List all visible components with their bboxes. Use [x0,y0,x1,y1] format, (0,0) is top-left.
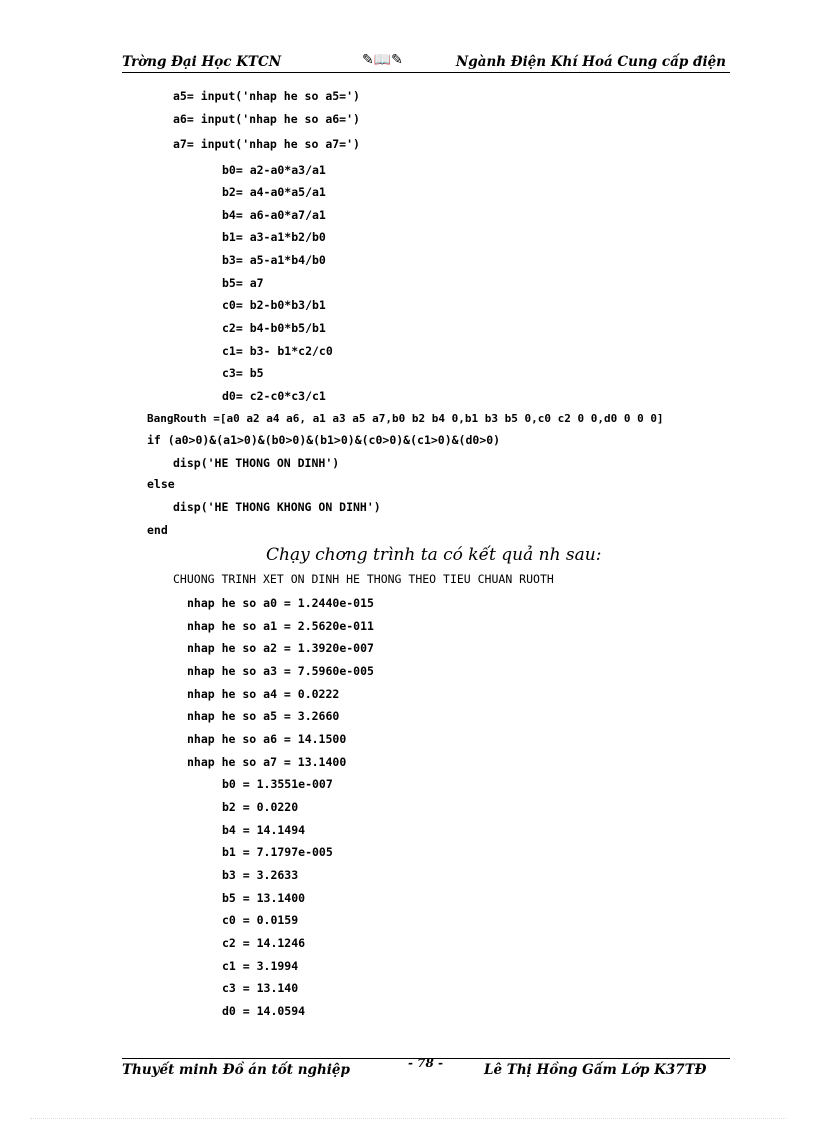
output-line: b0 = 1.3551e-007 [222,777,333,791]
bottom-dotted-rule [30,1118,786,1119]
output-line: nhap he so a7 = 13.1400 [187,755,347,769]
output-line: d0 = 14.0594 [222,1004,306,1018]
code-line: BangRouth =[a0 a2 a4 a6, a1 a3 a5 a7,b0 b2 b4 0,b1 b3 b5 0,c0 c2 0 0,d0 0 0 0] [147,412,664,425]
output-title: CHUONG TRINH XET ON DINH HE THONG THEO TIEU CHUAN RUOTH [173,572,554,586]
header-department: Ngành Điện Khí Hoá Cung cấp điện [455,54,726,70]
code-line: c1= b3- b1*c2/c0 [222,344,333,358]
output-line: c2 = 14.1246 [222,936,306,950]
code-line: b1= a3-a1*b2/b0 [222,230,326,244]
output-line: nhap he so a0 = 1.2440e-015 [187,596,374,610]
code-line: a5= input('nhap he so a5=') [173,89,360,103]
footer-title: Thuyết minh Đồ án tốt nghiệp [122,1062,350,1078]
code-line: b2= a4-a0*a5/a1 [222,185,326,199]
output-line: c0 = 0.0159 [222,913,299,927]
book-icon: ✎📖✎ [362,52,403,68]
code-line: if (a0>0)&(a1>0)&(b0>0)&(b1>0)&(c0>0)&(c1>0)&(d0>0) [147,433,501,447]
output-line: nhap he so a1 = 2.5620e-011 [187,619,374,633]
output-line: b3 = 3.2633 [222,868,299,882]
code-line: b4= a6-a0*a7/a1 [222,208,326,222]
code-line: b3= a5-a1*b4/b0 [222,253,326,267]
output-line: b1 = 7.1797e-005 [222,845,333,859]
code-line: b0= a2-a0*a3/a1 [222,163,326,177]
code-line: disp('HE THONG ON DINH') [173,456,340,470]
output-line: b2 = 0.0220 [222,800,299,814]
code-line: disp('HE THONG KHONG ON DINH') [173,500,381,514]
header-school: Trờng Đại Học KTCN [122,54,282,70]
code-line: a7= input('nhap he so a7=') [173,137,360,151]
code-line: else [147,477,175,491]
code-line: c0= b2-b0*b3/b1 [222,298,326,312]
output-line: nhap he so a4 = 0.0222 [187,687,340,701]
code-line: d0= c2-c0*c3/c1 [222,389,326,403]
code-line: a6= input('nhap he so a6=') [173,112,360,126]
results-caption: Chạy chơng trình ta có kết quả nh sau: [266,545,602,565]
page-header [122,52,730,73]
output-line: c3 = 13.140 [222,981,299,995]
code-line: c2= b4-b0*b5/b1 [222,321,326,335]
output-line: nhap he so a3 = 7.5960e-005 [187,664,374,678]
output-line: b4 = 14.1494 [222,823,306,837]
output-line: b5 = 13.1400 [222,891,306,905]
output-line: nhap he so a5 = 3.2660 [187,709,340,723]
code-line: c3= b5 [222,366,264,380]
output-line: c1 = 3.1994 [222,959,299,973]
page-number: - 78 - [408,1056,444,1070]
code-line: end [147,523,168,537]
output-line: nhap he so a2 = 1.3920e-007 [187,641,374,655]
output-line: nhap he so a6 = 14.1500 [187,732,347,746]
footer-author: Lê Thị Hồng Gấm Lớp K37TĐ [484,1062,707,1078]
code-line: b5= a7 [222,276,264,290]
